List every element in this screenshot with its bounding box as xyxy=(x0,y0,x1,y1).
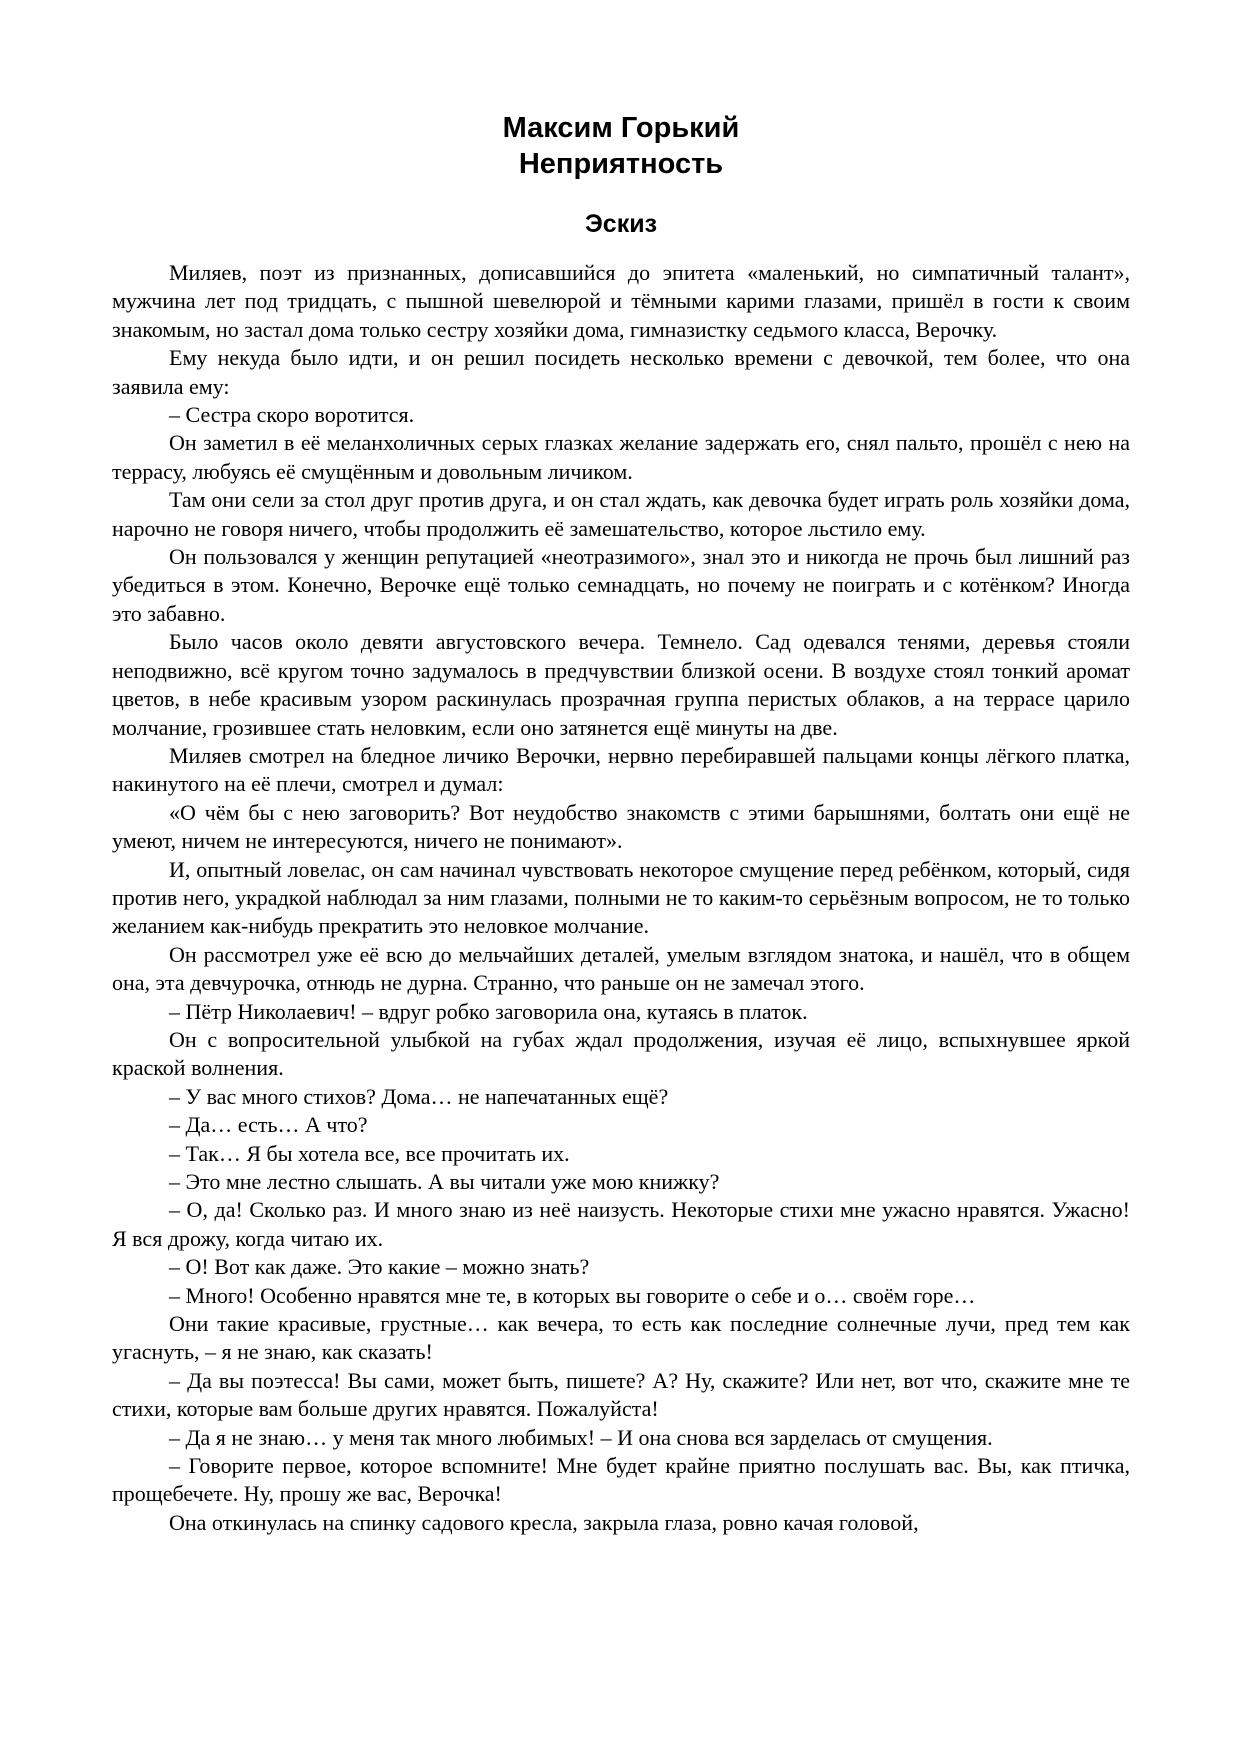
paragraph: Ему некуда было идти, и он решил посидеть несколько времени с девочкой, тем более, что она заявила ему: xyxy=(112,345,1130,399)
paragraph: – О, да! Сколько раз. И много знаю из неё наизусть. Некоторые стихи мне ужасно нравятся. Ужасно! Я вся дрожу, когда читаю их. xyxy=(112,1197,1130,1251)
paragraph: – Это мне лестно слышать. А вы читали уже мою книжку? xyxy=(169,1169,720,1194)
paragraph: Она откинулась на спинку садового кресла, закрыла глаза, ровно качая головой, xyxy=(169,1509,919,1535)
paragraph: – Так… Я бы хотела все, все прочитать их. xyxy=(169,1140,570,1166)
paragraph: Он заметил в её меланхоличных серых глазках желание задержать его, снял пальто, прошёл с нею на террасу, любуясь её смущённым и довольным личиком. xyxy=(112,430,1130,484)
document-page xyxy=(112,110,1130,1537)
paragraph: – У вас много стихов? Дома… не напечатанных ещё? xyxy=(169,1083,669,1109)
paragraph: Было часов около девяти августовского вечера. Темнело. Сад одевался тенями, деревья стояли неподвижно, всё кругом точно задумалось в предчувствии близкой осени. В воздухе стоял тонкий аромат цветов, в небе красивым узором раскинулась прозрачная группа перистых облаков, а на террасе царило молчание, грозившее стать неловким, если оно затянется ещё минуты на две. xyxy=(112,629,1130,740)
paragraph: – Пётр Николаевич! – вдруг робко заговорила она, кутаясь в платок. xyxy=(169,998,808,1024)
paragraph: Там они сели за стол друг против друга, и он стал ждать, как девочка будет играть роль хозяйки дома, нарочно не говоря ничего, чтобы продолжить её замешательство, которое льстило ему. xyxy=(112,487,1130,541)
paragraph: Он рассмотрел уже её всю до мельчайших деталей, умелым взглядом знатока, и нашёл, что в общем она, эта девчурочка, отнюдь не дурна. Странно, что раньше он не замечал этого. xyxy=(112,941,1130,996)
paragraph: «О чём бы с нею заговорить? Вот неудобство знакомств с этими барышнями, болтать они ещё не умеют, ничем не интересуются, ничего не понимают». xyxy=(112,799,1130,854)
work-subtitle: Эскиз xyxy=(585,210,657,238)
work-title: Неприятность xyxy=(518,148,724,180)
paragraph: Он с вопросительной улыбкой на губах ждал продолжения, изучая её лицо, вспыхнувшее яркой краской волнения. xyxy=(112,1026,1130,1081)
paragraph: И, опытный ловелас, он сам начинал чувствовать некоторое смущение перед ребёнком, который, сидя против него, украдкой наблюдал за ним глазами, полными не то каким-то серьёзным вопросом, не то только желанием как-нибудь прекратить это неловкое молчание. xyxy=(112,856,1130,939)
paragraph: Миляев смотрел на бледное личико Верочки, нервно перебиравшей пальцами концы лёгкого платка, накинутого на её плечи, смотрел и думал: xyxy=(112,742,1130,797)
paragraph: Он пользовался у женщин репутацией «неотразимого», знал это и никогда не прочь был лишний раз убедиться в этом. Конечно, Верочке ещё только семнадцать, но почему не поиграть и с котёнком? Иногда это забавно. xyxy=(112,544,1130,626)
paragraph: – О! Вот как даже. Это какие – можно знать? xyxy=(169,1254,590,1280)
paragraph: – Да я не знаю… у меня так много любимых! – И она снова вся зарделась от смущения. xyxy=(169,1424,993,1450)
paragraph: Миляев, поэт из признанных, дописавшийся до эпитета «маленький, но симпатичный талант», мужчина лет под тридцать, с пышной шевелюрой и тёмными карими глазами, пришёл в гости к своим знакомым, но застал дома только сестру хозяйки дома, гимназистку седьмого класса, Верочку. xyxy=(112,260,1130,342)
paragraph: – Говорите первое, которое вспомните! Мне будет крайне приятно послушать вас. Вы, как птичка, прощебечете. Ну, прошу же вас, Верочка! xyxy=(112,1453,1130,1507)
body-text xyxy=(112,259,1130,1537)
author-name: Максим Горький xyxy=(502,112,740,144)
paragraph: – Да вы поэтесса! Вы сами, может быть, пишете? А? Ну, скажите? Или нет, вот что, скажите мне те стихи, которые вам больше других нравятся. Пожалуйста! xyxy=(112,1367,1130,1422)
paragraph: Они такие красивые, грустные… как вечера, то есть как последние солнечные лучи, пред тем как угаснуть, – я не знаю, как сказать! xyxy=(112,1311,1130,1365)
paragraph: – Да… есть… А что? xyxy=(169,1112,368,1138)
paragraph: – Много! Особенно нравятся мне те, в которых вы говорите о себе и о… своём горе… xyxy=(169,1282,976,1308)
paragraph: – Сестра скоро воротится. xyxy=(169,402,415,428)
